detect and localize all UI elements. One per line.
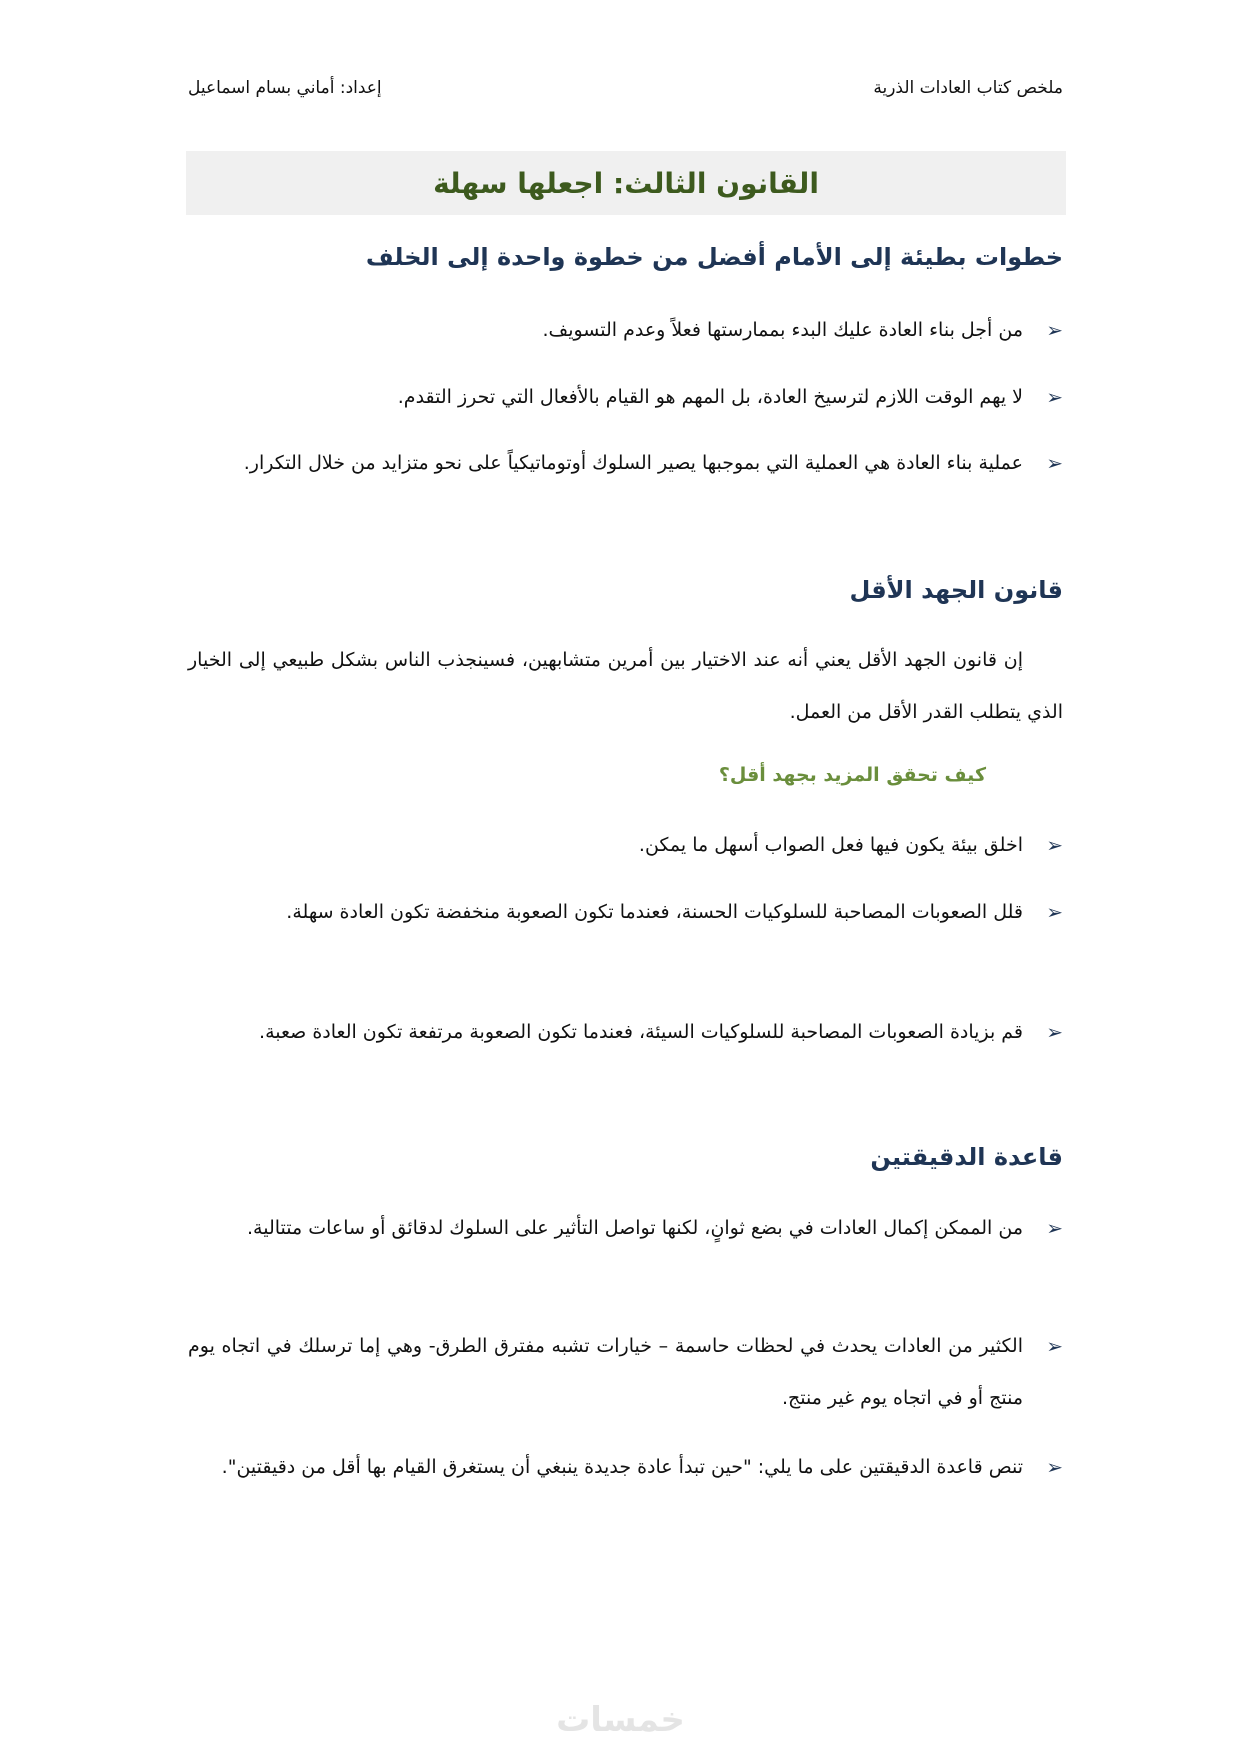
list-item-text: تنص قاعدة الدقيقتين على ما يلي: "حين تبدأ عادة جديدة ينبغي أن يستغرق القيام بها أقل من دقيقتين".	[221, 1456, 1023, 1478]
book-title: ملخص كتاب العادات الذرية	[873, 78, 1063, 98]
arrowhead-left-icon: ➢	[1046, 833, 1063, 857]
list-item	[188, 304, 1063, 356]
list-item	[188, 886, 1063, 938]
list-item-text: اخلق بيئة يكون فيها فعل الصواب أسهل ما يمكن.	[638, 834, 1023, 856]
list-item	[188, 819, 1063, 871]
list-item	[188, 1202, 1063, 1254]
section-heading: قانون الجهد الأقل	[849, 576, 1063, 604]
list-item-text: من الممكن إكمال العادات في بضع ثوانٍ، لكنها تواصل التأثير على السلوك لدقائق أو ساعات متتالية.	[247, 1217, 1023, 1239]
list-item-text: الكثير من العادات يحدث في لحظات حاسمة – خيارات تشبه مفترق الطرق- وهي إما ترسلك في اتجاه يوم منتج أو في اتجاه يوم غير منتج.	[188, 1335, 1023, 1409]
arrowhead-left-icon: ➢	[1046, 900, 1063, 924]
arrowhead-left-icon: ➢	[1046, 318, 1063, 342]
list-item	[188, 1320, 1063, 1424]
watermark: خمسات	[556, 1700, 685, 1740]
section-heading: خطوات بطيئة إلى الأمام أفضل من خطوة واحدة إلى الخلف	[365, 243, 1063, 271]
list-item-text: لا يهم الوقت اللازم لترسيخ العادة، بل المهم هو القيام بالأفعال التي تحرز التقدم.	[397, 386, 1023, 408]
arrowhead-left-icon: ➢	[1046, 1455, 1063, 1479]
section-heading: قاعدة الدقيقتين	[870, 1143, 1063, 1171]
list-item	[188, 1441, 1063, 1493]
author: إعداد: أماني بسام اسماعيل	[188, 78, 382, 98]
arrowhead-left-icon: ➢	[1046, 385, 1063, 409]
arrowhead-left-icon: ➢	[1046, 1020, 1063, 1044]
list-item	[188, 437, 1063, 489]
list-item-text: قلل الصعوبات المصاحبة للسلوكيات الحسنة، فعندما تكون الصعوبة منخفضة تكون العادة سهلة.	[286, 901, 1023, 923]
paragraph: إن قانون الجهد الأقل يعني أنه عند الاختيار بين أمرين متشابهين، فسينجذب الناس بشكل طبيعي إلى الخيار الذي يتطلب القدر الأقل من العمل.	[188, 649, 1063, 723]
arrowhead-left-icon: ➢	[1046, 1216, 1063, 1240]
list-item-text: عملية بناء العادة هي العملية التي بموجبها يصير السلوك أوتوماتيكياً على نحو متزايد من خلال التكرار.	[243, 452, 1023, 474]
chapter-title: القانون الثالث: اجعلها سهلة	[433, 166, 819, 200]
list-item-text: قم بزيادة الصعوبات المصاحبة للسلوكيات السيئة، فعندما تكون الصعوبة مرتفعة تكون العادة صعبة.	[259, 1021, 1023, 1043]
list-item	[188, 371, 1063, 423]
arrowhead-left-icon: ➢	[1046, 1334, 1063, 1358]
list-item-text: من أجل بناء العادة عليك البدء بممارستها فعلاً وعدم التسويف.	[542, 319, 1023, 341]
list-item	[188, 1006, 1063, 1058]
arrowhead-left-icon: ➢	[1046, 451, 1063, 475]
chapter-title-box	[186, 151, 1066, 215]
subheading: كيف تحقق المزيد بجهد أقل؟	[718, 764, 986, 786]
